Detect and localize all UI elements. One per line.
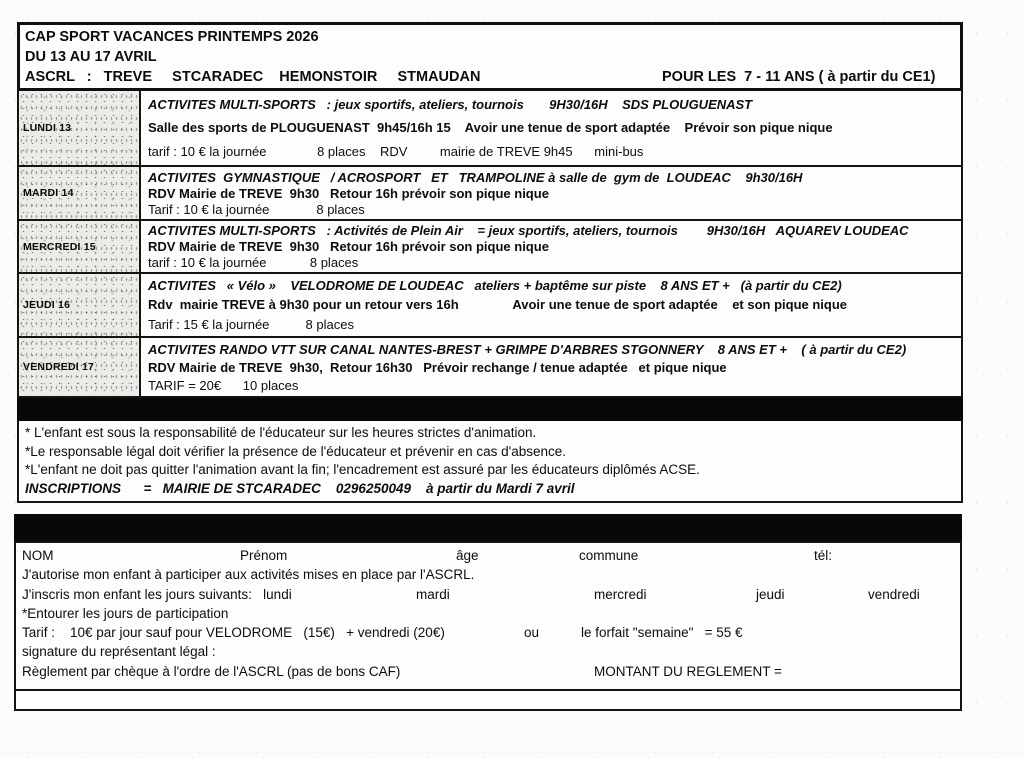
- day-cell-lundi: LUNDI 13: [19, 91, 141, 165]
- day-cell-vendredi: VENDREDI 17: [19, 338, 141, 396]
- table-row-lundi: [19, 91, 961, 165]
- activity-details: RDV Mairie de TREVE 9h30, Retour 16h30 Prévoir rechange / tenue adaptée et pique nique: [148, 359, 727, 375]
- payment-amount-label: MONTANT DU REGLEMENT =: [594, 663, 782, 679]
- activity-title: ACTIVITES GYMNASTIQUE / ACROSPORT ET TRAMPOLINE à salle de gym de LOUDEAC 9h30/16H: [148, 169, 803, 185]
- nom-label: NOM: [22, 548, 54, 563]
- day-option-jeudi: jeudi: [756, 586, 785, 602]
- schedule-document: [17, 22, 963, 503]
- day-cell-jeudi: JEUDI 16: [19, 274, 141, 336]
- table-row-mardi: [19, 165, 961, 219]
- activity-details: RDV Mairie de TREVE 9h30 Retour 16h prévoir son pique nique: [148, 185, 549, 201]
- activity-details: Rdv mairie TREVE à 9h30 pour un retour vers 16h Avoir une tenue de sport adaptée et son pique nique: [148, 297, 848, 313]
- activity-tarif: Tarif : 10 € la journée 8 places: [148, 201, 365, 217]
- activity-details: RDV Mairie de TREVE 9h30 Retour 16h prévoir son pique nique: [148, 238, 549, 254]
- tarif-forfait: le forfait "semaine" = 55 €: [581, 625, 743, 641]
- activity-tarif: tarif : 10 € la journée 8 places: [148, 254, 359, 270]
- age-label: âge: [456, 548, 479, 563]
- table-row-mercredi: [19, 219, 961, 272]
- activity-tarif: Tarif : 15 € la journée 8 places: [148, 316, 354, 332]
- organizations: ASCRL : TREVE STCARADEC HEMONSTOIR STMAUDAN: [25, 69, 481, 85]
- activity-tarif: TARIF = 20€ 10 places: [148, 377, 299, 393]
- note-supervision: *L'enfant ne doit pas quitter l'animation avant la fin; l'encadrement est assuré par les éducateurs diplômés ACSE.: [25, 462, 700, 477]
- days-prefix: J'inscris mon enfant les jours suivants: lundi: [22, 586, 292, 602]
- tarif-row: [16, 623, 960, 642]
- schedule-table: [17, 91, 963, 398]
- date-range: DU 13 AU 17 AVRIL: [25, 49, 157, 65]
- activity-title: ACTIVITES MULTI-SPORTS : Activités de Plein Air = jeux sportifs, ateliers, tournois 9H30/16H AQUAREV LOUDEAC: [148, 223, 909, 239]
- day-option-vendredi: vendredi: [868, 586, 920, 602]
- payment-method: Règlement par chèque à l'ordre de l'ASCRL (pas de bons CAF): [22, 663, 401, 679]
- activity-title: ACTIVITES MULTI-SPORTS : jeux sportifs, ateliers, tournois 9H30/16H SDS PLOUGUENAST: [148, 97, 753, 113]
- inscriptions-info: INSCRIPTIONS = MAIRIE DE STCARADEC 0296250049 à partir du Mardi 7 avril: [25, 480, 575, 496]
- note-responsibility: * L'enfant est sous la responsabilité de l'éducateur sur les heures strictes d'animation.: [25, 425, 537, 440]
- activity-title: ACTIVITES « Vélo » VELODROME DE LOUDEAC ateliers + baptême sur piste 8 ANS ET + (à partir du CE2): [148, 278, 842, 294]
- form-empty-row: [16, 689, 960, 709]
- payment-row: [16, 662, 960, 681]
- signature-line: signature du représentant légal :: [22, 644, 216, 660]
- document-header: [17, 22, 963, 91]
- day-cell-mercredi: MERCREDI 15: [19, 221, 141, 272]
- activity-details: Salle des sports de PLOUGUENAST 9h45/16h 15 Avoir une tenue de sport adaptée Prévoir son pique nique: [148, 120, 833, 136]
- activity-title: ACTIVITES RANDO VTT SUR CANAL NANTES-BREST + GRIMPE D'ARBRES STGONNERY 8 ANS ET + ( à partir du CE2): [148, 341, 907, 357]
- days-selection-row: [16, 585, 960, 604]
- note-legal-guardian: *Le responsable légal doit vérifier la présence de l'éducateur et prévenir en cas d'absence.: [25, 443, 566, 459]
- separator-bar: [17, 398, 963, 421]
- table-row-jeudi: [19, 272, 961, 336]
- circle-days-note: *Entourer les jours de participation: [22, 605, 229, 621]
- day-cell-mardi: MARDI 14: [19, 167, 141, 219]
- table-row-vendredi: [19, 336, 961, 396]
- form-header-bar: [14, 514, 962, 541]
- form-identity-row: [16, 546, 960, 565]
- day-option-mardi: mardi: [416, 586, 450, 602]
- tel-label: tél:: [814, 548, 833, 563]
- page-title: CAP SPORT VACANCES PRINTEMPS 2026: [25, 29, 319, 45]
- prenom-label: Prénom: [240, 548, 288, 563]
- notes-section: [17, 421, 963, 503]
- tarif-detail: Tarif : 10€ par jour sauf pour VELODROME (15€) + vendredi (20€): [22, 625, 445, 641]
- activity-tarif: tarif : 10 € la journée 8 places RDV mairie de TREVE 9h45 mini-bus: [148, 143, 644, 159]
- day-option-mercredi: mercredi: [594, 586, 647, 602]
- registration-form: [14, 514, 962, 711]
- age-group: POUR LES 7 - 11 ANS ( à partir du CE1): [662, 69, 936, 85]
- tarif-ou: ou: [524, 625, 540, 641]
- commune-label: commune: [579, 548, 639, 563]
- authorization-line: J'autorise mon enfant à participer aux activités mises en place par l'ASCRL.: [22, 567, 475, 583]
